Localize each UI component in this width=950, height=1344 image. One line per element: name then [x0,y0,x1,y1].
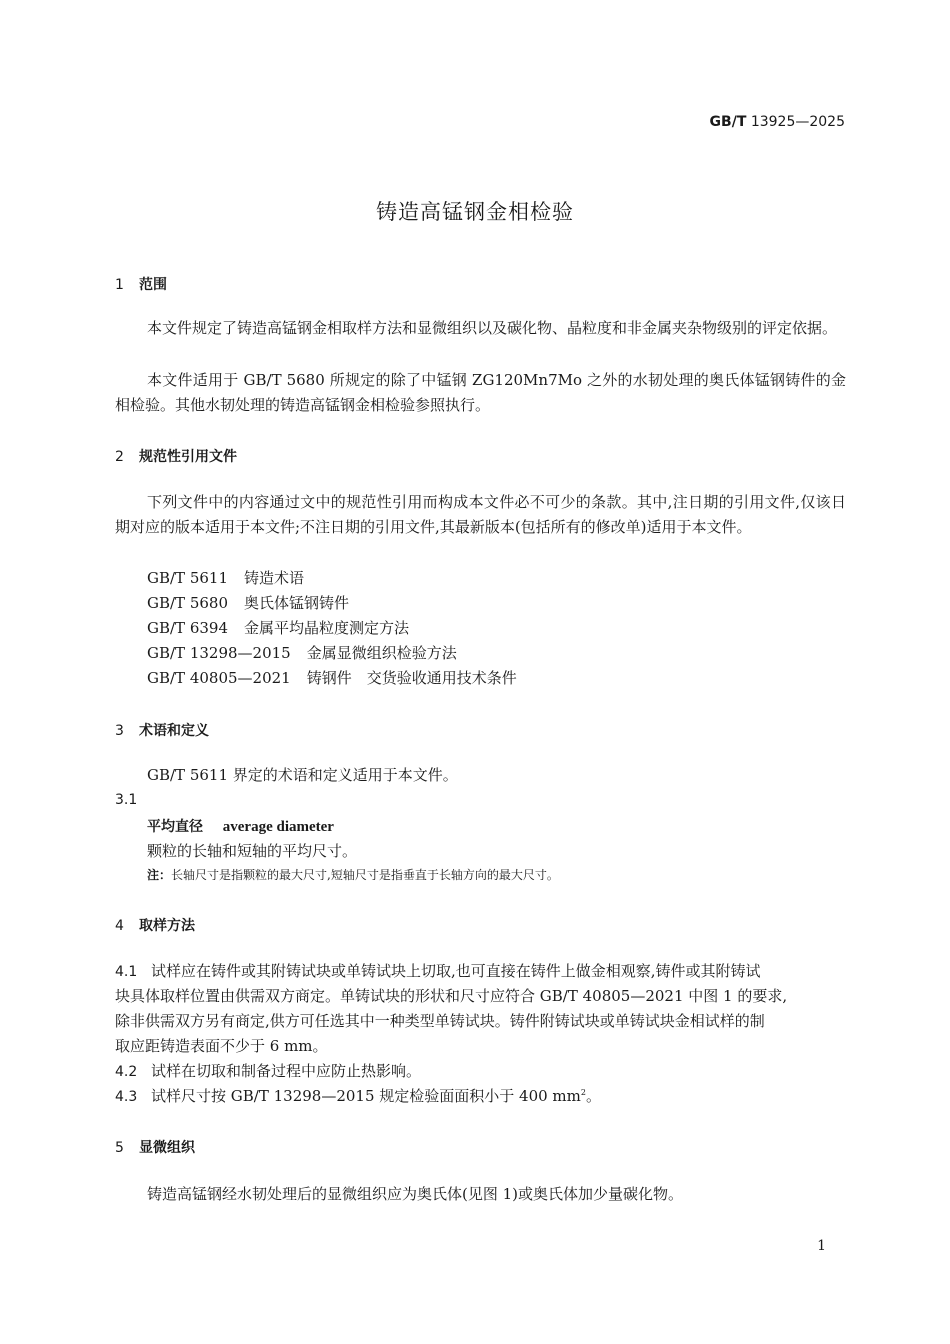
term-number: 3.1 [115,792,138,808]
section-1-paragraph-1: 本文件规定了铸造高锰钢金相取样方法和显微组织以及碳化物、晶粒度和非金属夹杂物级别的评定依据。 [147,319,838,337]
document-title: 铸造高锰钢金相检验 [376,200,574,224]
term-note [147,866,559,883]
reference-code: GB/T 6394 [147,619,229,637]
clause-text: 试样尺寸按 GB/T 13298—2015 规定检验面面积小于 400 mm [151,1087,581,1105]
reference-name: 奥氏体锰钢铸件 [244,594,350,612]
clause-4-3 [115,1085,601,1106]
section-3-paragraph: GB/T 5611 界定的术语和定义适用于本文件。 [147,766,458,784]
reference-name: 金属平均晶粒度测定方法 [244,619,410,637]
section-5-paragraph: 铸造高锰钢经水韧处理后的显微组织应为奥氏体(见图 1)或奥氏体加少量碳化物。 [147,1185,684,1203]
term-entry [147,816,334,836]
term-english: average diameter [222,819,334,835]
reference-item [147,592,349,613]
section-2-paragraph: 下列文件中的内容通过文中的规范性引用而构成本文件必不可少的条款。其中,注日期的引用文件,仅该日期对应的版本适用于本文件;不注日期的引用文件,其最新版本(包括所有的修改单)适用于本文件。 [115,493,846,536]
reference-item [147,567,304,588]
clause-4-2 [115,1060,421,1081]
reference-item [147,667,517,688]
section-number: 2 [115,449,124,465]
section-title: 规范性引用文件 [139,449,237,465]
reference-code: GB/T 5680 [147,594,229,612]
section-1-heading [115,274,167,294]
clause-text: 试样应在铸件或其附铸试块或单铸试块上切取,也可直接在铸件上做金相观察,铸件或其附铸试 [151,962,761,980]
note-text: 长轴尺寸是指颗粒的最大尺寸,短轴尺寸是指垂直于长轴方向的最大尺寸。 [171,868,559,882]
section-5-heading [115,1137,195,1157]
clause-4-1-line [115,960,761,981]
clause-text: 试样在切取和制备过程中应防止热影响。 [151,1062,422,1080]
reference-code: GB/T 13298—2015 [147,644,291,662]
clause-4-1-line: 取应距铸造表面不少于 6 mm。 [115,1037,328,1055]
term-chinese: 平均直径 [147,819,203,835]
section-number: 5 [115,1140,124,1156]
clause-number: 4.1 [115,964,138,980]
page-number: 1 [817,1238,826,1254]
section-title: 范围 [139,277,167,293]
clause-number: 4.3 [115,1089,138,1105]
section-2-heading [115,446,237,466]
section-number: 1 [115,277,124,293]
reference-name: 金属显微组织检验方法 [306,644,457,662]
reference-item [147,642,457,663]
reference-code: GB/T 40805—2021 [147,669,291,687]
standard-prefix: GB/T [709,114,747,130]
clause-end: 。 [585,1087,601,1105]
section-number: 4 [115,918,124,934]
clause-number: 4.2 [115,1064,138,1080]
superscript: 2 [580,1088,586,1097]
standard-code: 13925—2025 [750,114,845,130]
clause-4-1-line: 块具体取样位置由供需双方商定。单铸试块的形状和尺寸应符合 GB/T 40805—2021 中图 1 的要求, [115,987,788,1005]
term-definition: 颗粒的长轴和短轴的平均尺寸。 [147,842,358,860]
section-number: 3 [115,723,124,739]
section-4-heading [115,915,195,935]
clause-4-1-line: 除非供需双方另有商定,供方可任选其中一种类型单铸试块。铸件附铸试块或单铸试块金相试样的制 [115,1012,765,1030]
section-title: 取样方法 [139,918,195,934]
reference-name: 铸钢件 交货验收通用技术条件 [306,669,517,687]
reference-name: 铸造术语 [244,569,305,587]
reference-item [147,617,409,638]
section-title: 显微组织 [139,1140,195,1156]
section-1-paragraph-2: 本文件适用于 GB/T 5680 所规定的除了中锰钢 ZG120Mn7Mo 之外的水韧处理的奥氏体锰钢铸件的金相检验。其他水韧处理的铸造高锰钢金相检验参照执行。 [115,371,846,414]
standard-number [710,114,845,130]
section-3-heading [115,720,209,740]
reference-code: GB/T 5611 [147,569,229,587]
section-title: 术语和定义 [139,723,209,739]
note-label: 注： [147,868,172,882]
